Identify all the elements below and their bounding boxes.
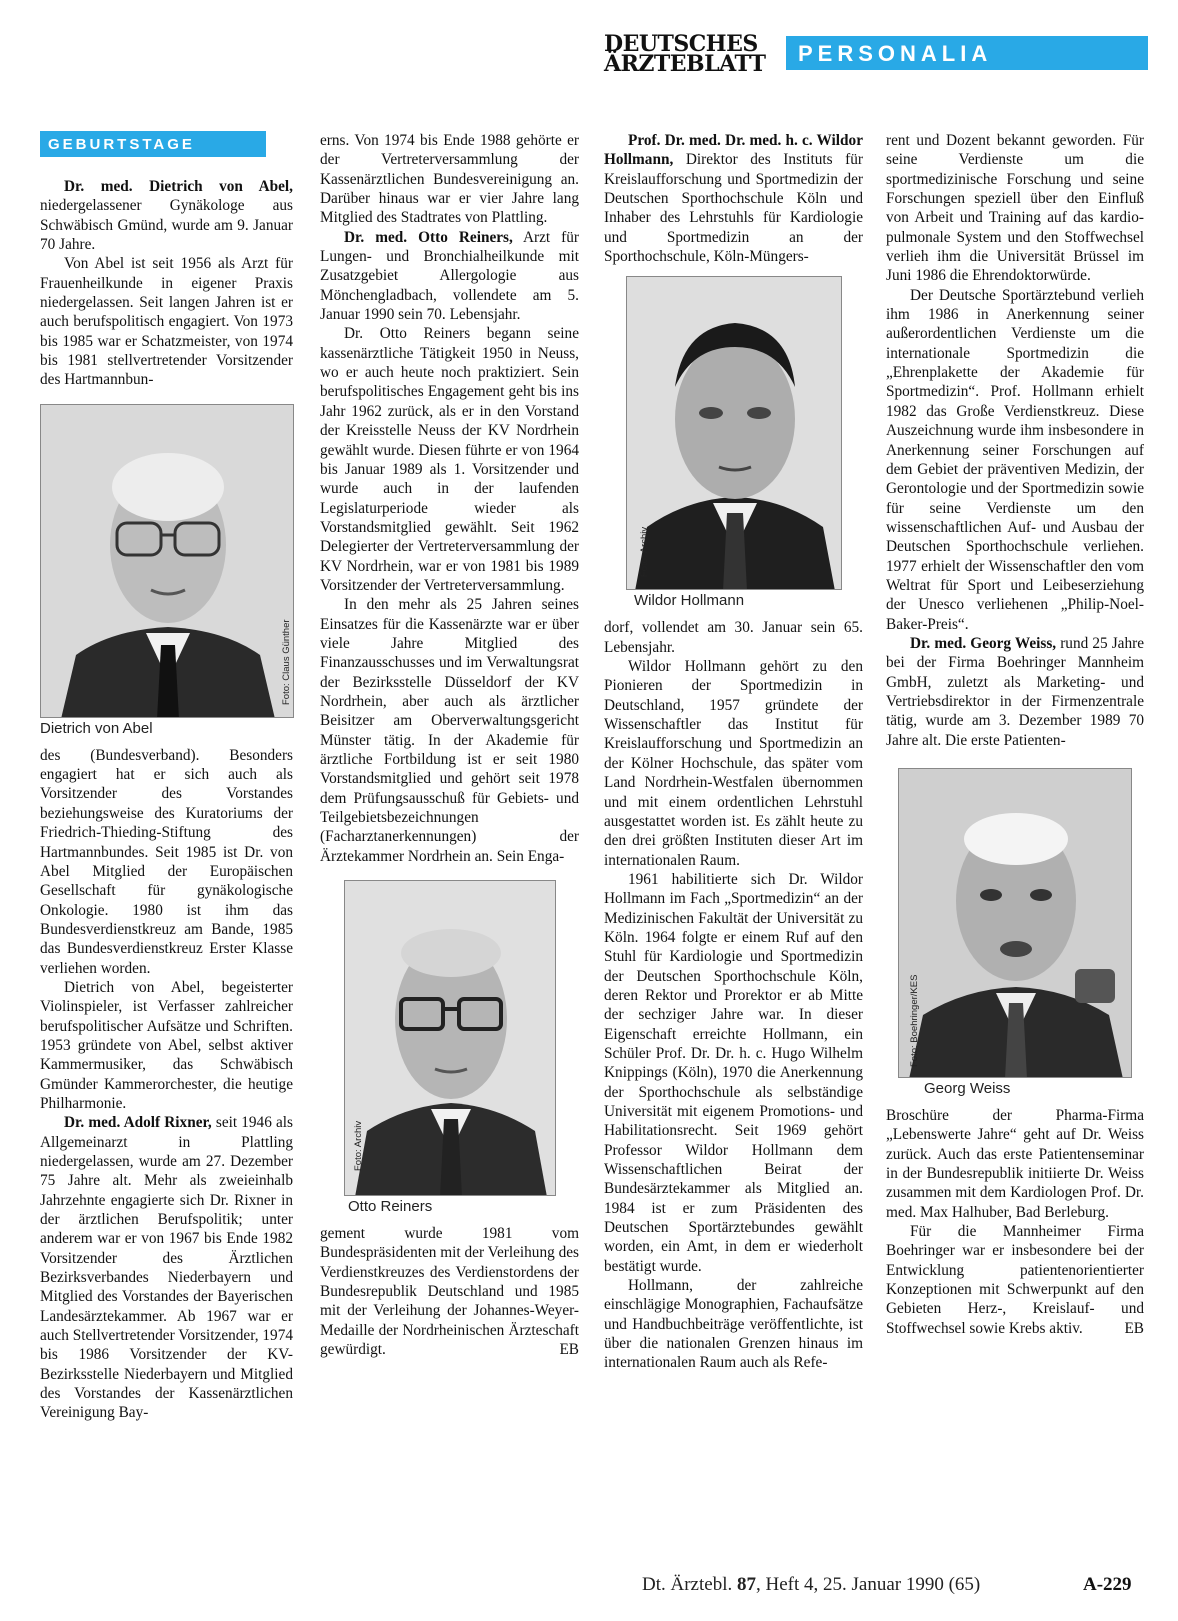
paragraph: Dietrich von Abel, begeisterter Violinspieler, ist Verfasser zahlreicher berufspolitischer Aufsätze und Schriften. 1953 gründete von Abel, selbst aktiver Kammermusiker, das Schwäbisch Gmünder Kammerorchester, die heutige Philharmonie. bbox=[40, 978, 293, 1112]
paragraph: Hollmann, der zahlreiche einschlägige Monographien, Fachaufsätze und Handbuchbeiträge veröffentlichte, ist über die nationalen Grenzen hinaus im internationalen Raum auch als Refe- bbox=[604, 1277, 863, 1372]
photo-credit: Foto: Claus Günther bbox=[281, 619, 292, 705]
paragraph: Dr. med. Adolf Rixner, seit 1946 als Allgemeinarzt in Plattling niedergelassen, wurde am 27. Dezember 75 Jahre alt. Mehr als zweieinhalb Jahrzehnte engagierte sich Dr. Rixner in der ärztlichen Berufspolitik; unter anderem war er von 1967 bis Ende 1982 Vorsitzender des Ärztlichen Bezirksverbandes Niederbayern und Mitglied des Vorstandes der Bayerischen Landesärztekammer. Ab 1967 war er auch Stellvertretender Vorsitzender, 1974 bis 1986 Vorsitzender der KV-Bezirksstelle Niederbayern und Mitglied des Vorstandes der Kassenärztlichen Vereinigung Bay- bbox=[40, 1114, 293, 1422]
paragraph: erns. Von 1974 bis Ende 1988 gehörte er der Vertreterversammlung der Kassenärztlichen Bundesvereinigung an. Darüber hinaus war er vier Jahre lang Mitglied des Stadtrates von Plattling. bbox=[320, 132, 579, 227]
portrait-photo-hollmann bbox=[626, 276, 842, 590]
masthead-line-2: ÄRZTEBLATT bbox=[604, 51, 766, 77]
photo-credit: Foto: Boehringer/KES bbox=[909, 974, 920, 1067]
portrait-illustration bbox=[41, 405, 294, 718]
masthead-line-1: DEUTSCHES bbox=[604, 31, 758, 57]
page-footer bbox=[0, 1574, 1178, 1600]
section-banner: PERSONALIA bbox=[786, 36, 1148, 70]
paragraph: Dr. med. Otto Reiners, Arzt für Lungen- und Bronchialheilkunde mit Zusatzgebiet Allergologie aus Mönchengladbach, vollendete am 5. Januar 1990 sein 70. Lebensjahr. bbox=[320, 228, 579, 324]
author-sign: EB bbox=[1124, 1319, 1144, 1337]
paragraph: In den mehr als 25 Jahren seines Einsatzes für die Kassenärzte war er über viele Jahre Mitglied des Finanzausschusses und im Verwaltungsrat der Bezirksstelle Düsseldorf der KV Nordrhein, aber auch als ärztlicher Beisitzer am Oberverwaltungsgericht Münster tätig. In der Akademie für ärztliche Fortbildung ist er seit 1980 Vorstandsmitglied und gehört seit 1978 dem Prüfungsausschuß für Gebiets- und Teilgebietsbezeichnungen (Facharztanerkennungen) der Ärztekammer Nordrhein an. Sein Enga- bbox=[320, 596, 579, 865]
photo-caption: Wildor Hollmann bbox=[634, 592, 745, 610]
journal-volume: 87 bbox=[736, 1574, 756, 1595]
column-3 bbox=[604, 131, 863, 1373]
paragraph: des (Bundesverband). Besonders engagiert hat er sich auch als Vorsitzender des Vorstandes beziehungsweise des Kuratoriums der Friedrich-Thieding-Stiftung des Hartmannbundes. Seit 1985 ist Dr. von Abel Mitglied der Europäischen Gesellschaft für gynäkologische Onkologie. 1980 ist ihm das Bundesverdienstkreuz am Bande, 1985 das Bundesverdienstkreuz Erster Klasse verliehen worden. bbox=[40, 746, 293, 977]
paragraph: Dr. med. Georg Weiss, rund 25 Jahre bei der Firma Boehringer Mannheim GmbH, zuletzt als Marketing- und Vertriebsdirektor in der Firmenzentrale tätig, wurde am 3. Dezember 1989 70 Jahre alt. Die erste Patienten- bbox=[886, 634, 1144, 749]
column-4 bbox=[886, 131, 1144, 1338]
paragraph: Von Abel ist seit 1956 als Arzt für Frauenheilkunde in eigener Praxis niedergelassen. Seit langen Jahren ist er auch berufspolitisch engagiert. Von 1973 bis 1985 war er Schatzmeister, von 1974 bis 1981 stellvertretender Vorsitzender des Hartmannbun- bbox=[40, 255, 293, 389]
masthead-logo bbox=[604, 31, 766, 77]
person-name: Prof. Dr. med. Dr. med. h. c. Wildor Hollmann, bbox=[604, 132, 863, 169]
portrait-photo-weiss bbox=[898, 768, 1132, 1078]
paragraph: Prof. Dr. med. Dr. med. h. c. Wildor Hollmann, Direktor des Instituts für Kreislaufforschung und Sportmedizin der Deutschen Sporthochschule Köln und Inhaber des Lehrstuhls für Kardiologie und Sportmedizin an der Sporthochschule, Köln-Müngers- bbox=[604, 132, 863, 266]
photo-credit: Foto: Archiv bbox=[352, 1120, 364, 1172]
photo-caption: Dietrich von Abel bbox=[40, 719, 153, 737]
person-name: Dr. med. Adolf Rixner, bbox=[64, 1114, 212, 1132]
paragraph: dorf, vollendet am 30. Januar sein 65. Lebensjahr. bbox=[604, 619, 863, 656]
paragraph: Der Deutsche Sportärztebund verlieh ihm 1986 in Anerkennung seiner außerordentlichen Verdienste um die internationale Sportmedizin die „Ehrenplakette der Akademie für Sportmedizin“. Prof. Hollmann erhielt 1982 das Große Verdienstkreuz. Diese Auszeichnung wurde ihm insbesondere in Anerkennung seiner Forschungen auf dem Gebiet der präventiven Medizin, der Gerontologie und der Sportmedizin sowie für seine Verdienste um den wissenschaftlichen Auf- und Ausbau der Deutschen Sporthochschule verliehen. 1977 erhielt der Wissenschaftler den vom Weltrat für Sport und Leibeserziehung der Unesco verliehenen „Philip-Noel-Baker-Preis“. bbox=[886, 286, 1144, 633]
paragraph: Broschüre der Pharma-Firma „Lebenswerte Jahre“ geht auf Dr. Weiss zurück. Auch das erste Patientenseminar in der Bundesrepublik initiierte Dr. Weiss zusammen mit dem Kardiologen Prof. Dr. med. Max Halhuber, Bad Berleburg. bbox=[886, 1107, 1144, 1221]
paragraph: Dr. med. Dietrich von Abel, niedergelassener Gynäkologe aus Schwäbisch Gmünd, wurde am 9. Januar 70 Jahre. bbox=[40, 178, 293, 254]
photo-credit: Foto: Archiv bbox=[638, 527, 650, 578]
photo-caption: Otto Reiners bbox=[348, 1198, 433, 1216]
paragraph: 1961 habilitierte sich Dr. Wildor Hollmann im Fach „Sportmedizin“ an der Medizinischen Fakultät der Universität zu Köln. 1964 folgte er einem Ruf auf den Stuhl für Kardiologie und Sportmedizin der Deutschen Sporthochschule Köln, deren Rektor und Prorektor er ab Mitte der sechziger Jahre war. In dieser Eigenschaft erreichte Hollmann, ein Schüler Prof. Dr. Dr. h. c. Hugo Wilhelm Knippings (Köln), 1970 die Anerkennung der Sporthochschule als selbständige Universität mit eigenem Promotions- und Habilitationsrecht. Seit 1969 gehört Professor Wildor Hollmann dem Wissenschaftlichen Beirat der Bundesärztekammer als Mitglied an. 1984 ist er zum Präsidenten des Deutschen Sportärztebundes gewählt worden, ein Amt, in dem er wiederholt bestätigt wurde. bbox=[604, 870, 863, 1275]
paragraph: gement wurde 1981 vom Bundespräsidenten mit der Verleihung des Verdienstkreuzes des Verdienstordens der Bundesrepublik Deutschland und 1985 mit der Verleihung der Johannes-Weyer-Medaille der Nordrheinischen Ärzteschaft gewürdigt. EB bbox=[320, 1225, 579, 1359]
person-name: Dr. med. Dietrich von Abel, bbox=[64, 178, 293, 195]
portrait-photo-reiners bbox=[344, 880, 556, 1196]
column-1 bbox=[40, 131, 293, 1423]
paragraph: Wildor Hollmann gehört zu den Pionieren der Sportmedizin in Deutschland, 1957 gründete der Wissenschaftler das Institut für Kreislaufforschung und Sportmedizin an der Kölner Hochschule, das später vom Land Nordrhein-Westfalen übernommen und mit einem ordentlichen Lehrstuhl ausgestattet worden ist. Es zählt heute zu den drei größten Instituten dieser Art im internationalen Raum. bbox=[604, 658, 863, 869]
column-2 bbox=[320, 131, 579, 1359]
section-label: GEBURTSTAGE bbox=[40, 131, 266, 157]
person-name: Dr. med. Otto Reiners, bbox=[344, 228, 513, 246]
author-sign: EB bbox=[559, 1341, 579, 1359]
portrait-photo-von-abel bbox=[40, 404, 294, 718]
paragraph: Für die Mannheimer Firma Boehringer war er insbesondere bei der Entwicklung patientenorientierter Konzeptionen mit Schwerpunkt auf den Gebieten Herz-, Kreislauf- und Stoffwechsel sowie Krebs aktiv. EB bbox=[886, 1223, 1144, 1337]
paragraph: rent und Dozent bekannt geworden. Für seine Verdienste um die sportmedizinische Forschung und seine Forschungen speziell über den Einfluß von Arbeit und Training auf das kardio-pulmonale System und den Stoffwechsel verlieh ihm die Universität Brüssel im Juni 1986 die Ehrendoktorwürde. bbox=[886, 132, 1144, 285]
portrait-illustration bbox=[345, 881, 556, 1196]
paragraph: Dr. Otto Reiners begann seine kassenärztliche Tätigkeit 1950 in Neuss, wo er auch heute noch praktiziert. Sein berufspolitisches Engagement geht bis ins Jahr 1962 zurück, als er in den Vorstand der Kreisstelle Neuss der KV Nordrhein gewählt wurde. Diesen führte er von 1964 bis Januar 1989 als 1. Vorsitzender und wurde auch in der laufenden Legislaturperiode wieder als Vorstandsmitglied gewählt. Seit 1962 Delegierter der Vertreterversammlung der KV Nordrhein, war er von 1981 bis 1989 Vorsitzender der Vertreterversammlung. bbox=[320, 325, 579, 594]
portrait-illustration bbox=[899, 769, 1132, 1078]
portrait-illustration bbox=[627, 277, 842, 590]
page-number: A-229 bbox=[1083, 1574, 1132, 1595]
journal-citation: Dt. Ärztebl. 87, Heft 4, 25. Januar 1990 (65) bbox=[642, 1574, 981, 1595]
person-name: Dr. med. Georg Weiss, bbox=[910, 634, 1057, 652]
photo-caption: Georg Weiss bbox=[924, 1080, 1011, 1097]
